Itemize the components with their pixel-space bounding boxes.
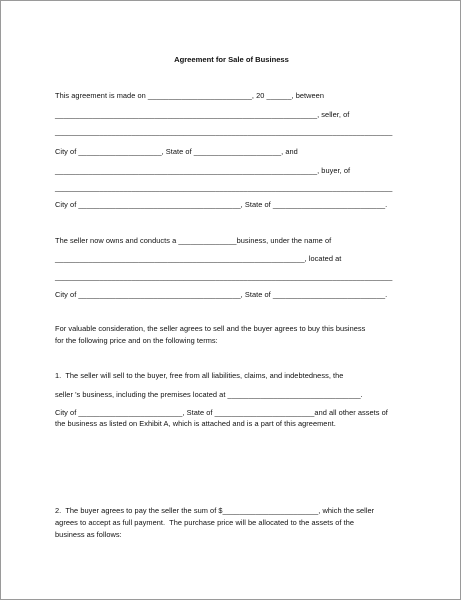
clause-2-line-1: 2. The buyer agrees to pay the seller the sum of $_______________________, which the seller — [55, 506, 375, 515]
clause-1-line-4: the business as listed on Exhibit A, which is attached and is a part of this agreement. — [55, 419, 336, 428]
clause-2-line-3: business as follows: — [55, 530, 122, 539]
consideration-paragraph-line-1: For valuable consideration, the seller agrees to sell and the buyer agrees to buy this business — [55, 324, 366, 333]
seller-name-line: _______________________________________________________________, seller, of — [55, 110, 350, 119]
document-title: Agreement for Sale of Business — [174, 55, 289, 64]
clause-2-line-2: agrees to accept as full payment. The purchase price will be allocated to the assets of the — [55, 518, 355, 527]
business-address-line: ____________________________________________________________________________________ — [55, 272, 393, 281]
clause-1-line-3: City of _________________________, State of ________________________and all other assets of — [55, 408, 388, 417]
agreement-date-line: This agreement is made on _________________________, 20 ______, between — [55, 91, 325, 100]
clause-1-line-1: 1. The seller will sell to the buyer, free from all liabilities, claims, and indebtedness, the — [55, 371, 344, 380]
business-conduct-line: The seller now owns and conducts a ______________business, under the name of — [55, 236, 332, 245]
buyer-address-line: ____________________________________________________________________________________ — [55, 183, 393, 192]
seller-city-state-line: City of ____________________, State of _____________________, and — [55, 147, 298, 156]
business-name-line: ____________________________________________________________, located at — [55, 254, 342, 263]
buyer-name-line: _______________________________________________________________, buyer, of — [55, 166, 351, 175]
business-city-state-line: City of _______________________________________, State of ___________________________. — [55, 290, 388, 299]
clause-1-line-2: seller 's business, including the premises located at ________________________________. — [55, 390, 363, 399]
buyer-city-state-line: City of _______________________________________, State of ___________________________. — [55, 200, 388, 209]
consideration-paragraph-line-2: for the following price and on the following terms: — [55, 336, 218, 345]
seller-address-line: ____________________________________________________________________________________ — [55, 127, 393, 136]
